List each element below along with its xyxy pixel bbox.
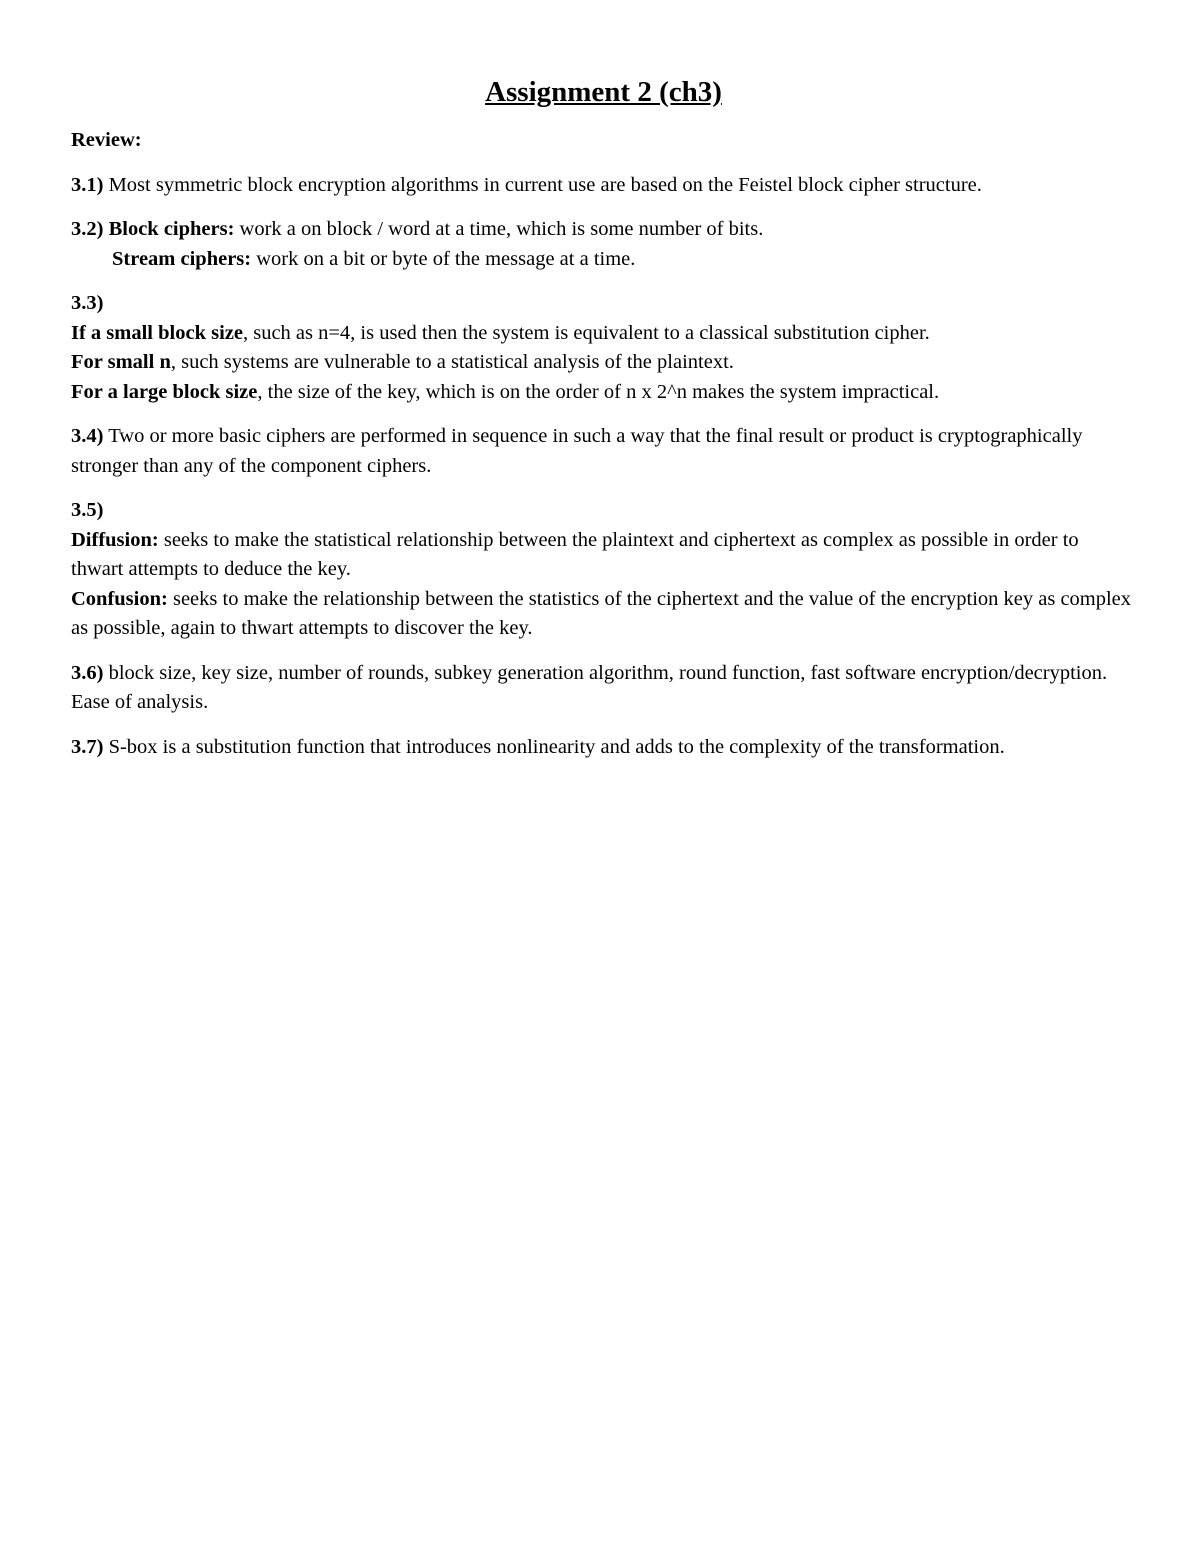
- answer-text: Most symmetric block encryption algorithms in current use are based on the Feistel block cipher structure.: [103, 173, 982, 196]
- answer-number-line: [71, 496, 1136, 526]
- answer-3-3: [71, 289, 1136, 407]
- answer-text: Two or more basic ciphers are performed in sequence in such a way that the final result or product is cryptographically stronger than any of the component ciphers.: [71, 425, 1083, 477]
- answer-text: S-box is a substitution function that introduces nonlinearity and adds to the complexity of the transformation.: [103, 735, 1005, 758]
- review-heading: Review:: [71, 129, 142, 151]
- answer-3-4: [71, 422, 1136, 481]
- answer-3-6: [71, 659, 1136, 718]
- answer-number: 3.6): [71, 661, 104, 684]
- confusion-text: seeks to make the relationship between the statistics of the ciphertext and the value of the encryption key as complex as possible, again to thwart attempts to discover the key.: [71, 587, 1132, 639]
- answer-number-line: [71, 289, 1136, 319]
- stream-ciphers-term: Stream ciphers:: [112, 247, 252, 270]
- answer-number: 3.7): [71, 735, 104, 758]
- answer-3-5: [71, 496, 1136, 644]
- diffusion-term: Diffusion:: [71, 528, 159, 551]
- stream-ciphers-line: [71, 245, 1136, 275]
- small-block-term: If a small block size: [71, 321, 243, 344]
- answer-3-2: [71, 215, 1136, 274]
- answer-number: 3.2): [71, 218, 104, 240]
- diffusion-text: seeks to make the statistical relationship between the plaintext and ciphertext as complex as possible in order to thwart attempts to deduce the key.: [71, 528, 1079, 580]
- answer-number: 3.4): [71, 425, 104, 447]
- document-title: Assignment 2 (ch3): [485, 76, 722, 108]
- small-n-term: For small n: [71, 351, 171, 373]
- large-block-text: , the size of the key, which is on the order of n x 2^n makes the system impractical.: [257, 380, 940, 403]
- answer-number: 3.5): [71, 499, 104, 521]
- answer-number: 3.3): [71, 292, 104, 314]
- diffusion-line: [71, 526, 1136, 585]
- confusion-line: [71, 585, 1136, 644]
- block-ciphers-text: work a on block / word at a time, which is some number of bits.: [234, 218, 764, 240]
- block-ciphers-line: [71, 215, 1136, 245]
- confusion-term: Confusion:: [71, 587, 168, 610]
- document-page: [71, 72, 1136, 777]
- block-ciphers-term: Block ciphers:: [103, 218, 235, 240]
- small-block-line: [71, 319, 1136, 349]
- small-n-line: [71, 348, 1136, 378]
- small-n-text: , such systems are vulnerable to a statistical analysis of the plaintext.: [170, 351, 734, 373]
- answer-number: 3.1): [71, 173, 104, 196]
- answer-3-7: [71, 733, 1136, 763]
- answer-3-1: [71, 171, 1136, 201]
- large-block-term: For a large block size: [71, 380, 258, 403]
- stream-ciphers-text: work on a bit or byte of the message at a time.: [251, 247, 636, 270]
- answer-text: block size, key size, number of rounds, subkey generation algorithm, round function, fast software encryption/decryption. Ease of analysis.: [71, 661, 1108, 713]
- small-block-text: , such as n=4, is used then the system is equivalent to a classical substitution cipher.: [242, 321, 930, 344]
- large-block-line: [71, 378, 1136, 408]
